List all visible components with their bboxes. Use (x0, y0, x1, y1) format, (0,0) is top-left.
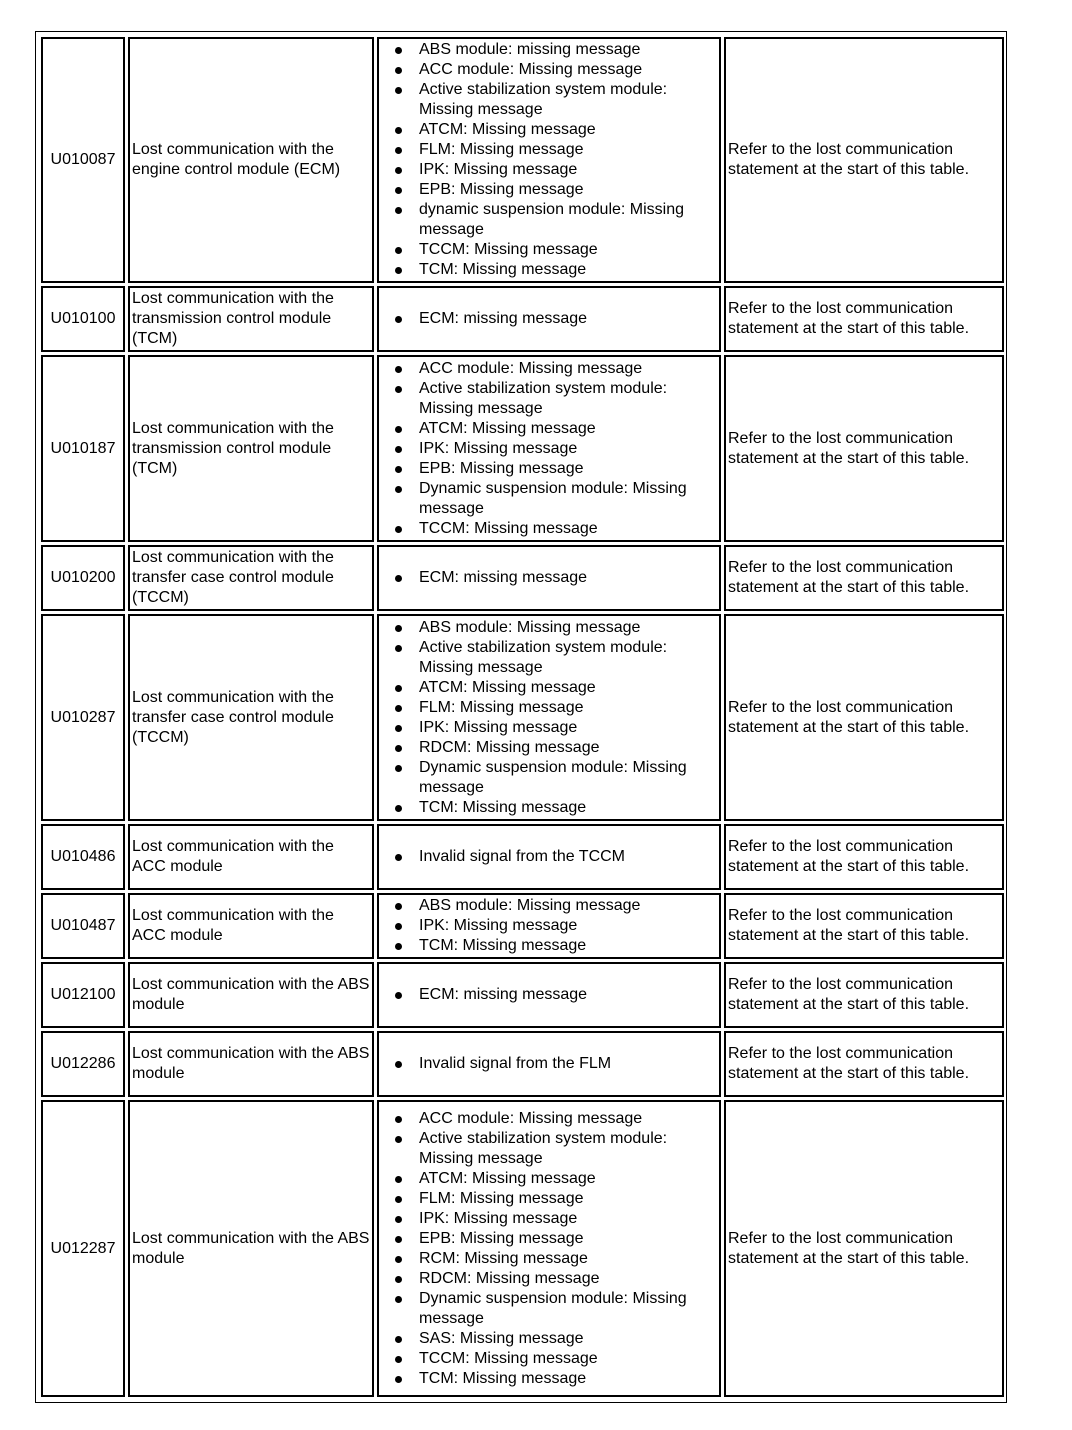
cause-list (381, 618, 717, 818)
cause-item: dynamic suspension module: Missing message (419, 200, 717, 240)
table-row (41, 893, 1004, 959)
cause-list (381, 309, 717, 329)
cause-item: ATCM: Missing message (419, 419, 717, 439)
dtc-action: Refer to the lost communication statement at the start of this table. (724, 286, 1004, 352)
dtc-code: U012287 (41, 1100, 125, 1397)
cause-item: IPK: Missing message (419, 439, 717, 459)
dtc-code: U010100 (41, 286, 125, 352)
cause-item: TCM: Missing message (419, 936, 717, 956)
table-row (41, 545, 1004, 611)
cause-item: ABS module: Missing message (419, 618, 717, 638)
table-row (41, 1031, 1004, 1097)
dtc-code: U010187 (41, 355, 125, 542)
dtc-action: Refer to the lost communication statement at the start of this table. (724, 824, 1004, 890)
dtc-code: U010487 (41, 893, 125, 959)
cause-item: ECM: missing message (419, 568, 717, 588)
cause-item: ATCM: Missing message (419, 678, 717, 698)
dtc-description: Lost communication with the transfer case control module (TCCM) (128, 545, 374, 611)
cause-item: TCCM: Missing message (419, 240, 717, 260)
cause-item: TCCM: Missing message (419, 519, 717, 539)
cause-item: ECM: missing message (419, 985, 717, 1005)
dtc-action: Refer to the lost communication statement at the start of this table. (724, 1100, 1004, 1397)
cause-item: EPB: Missing message (419, 459, 717, 479)
table-row (41, 355, 1004, 542)
dtc-table-body (41, 37, 1004, 1397)
table-row (41, 37, 1004, 283)
dtc-description: Lost communication with the ACC module (128, 893, 374, 959)
dtc-description: Lost communication with the transfer case control module (TCCM) (128, 614, 374, 821)
dtc-causes (377, 824, 721, 890)
cause-item: TCCM: Missing message (419, 1349, 717, 1369)
dtc-description: Lost communication with the ABS module (128, 962, 374, 1028)
dtc-causes (377, 1031, 721, 1097)
cause-item: EPB: Missing message (419, 180, 717, 200)
cause-item: ATCM: Missing message (419, 120, 717, 140)
dtc-action: Refer to the lost communication statement at the start of this table. (724, 893, 1004, 959)
cause-list (381, 359, 717, 539)
cause-item: Invalid signal from the TCCM (419, 847, 717, 867)
cause-item: IPK: Missing message (419, 916, 717, 936)
cause-item: TCM: Missing message (419, 1369, 717, 1389)
dtc-code: U010200 (41, 545, 125, 611)
dtc-code: U012286 (41, 1031, 125, 1097)
cause-item: Active stabilization system module: Missing message (419, 80, 717, 120)
cause-item: Dynamic suspension module: Missing message (419, 1289, 717, 1329)
dtc-action: Refer to the lost communication statement at the start of this table. (724, 1031, 1004, 1097)
cause-item: SAS: Missing message (419, 1329, 717, 1349)
cause-item: RCM: Missing message (419, 1249, 717, 1269)
cause-item: TCM: Missing message (419, 260, 717, 280)
dtc-action: Refer to the lost communication statement at the start of this table. (724, 614, 1004, 821)
dtc-code: U012100 (41, 962, 125, 1028)
dtc-causes (377, 37, 721, 283)
dtc-action: Refer to the lost communication statement at the start of this table. (724, 545, 1004, 611)
table-row (41, 1100, 1004, 1397)
cause-item: ABS module: Missing message (419, 896, 717, 916)
cause-item: FLM: Missing message (419, 140, 717, 160)
dtc-causes (377, 1100, 721, 1397)
cause-item: FLM: Missing message (419, 1189, 717, 1209)
dtc-causes (377, 893, 721, 959)
cause-item: ACC module: Missing message (419, 359, 717, 379)
cause-item: ABS module: missing message (419, 40, 717, 60)
dtc-action: Refer to the lost communication statement at the start of this table. (724, 962, 1004, 1028)
dtc-description: Lost communication with the transmission control module (TCM) (128, 355, 374, 542)
table-row (41, 824, 1004, 890)
cause-item: RDCM: Missing message (419, 738, 717, 758)
dtc-description: Lost communication with the ACC module (128, 824, 374, 890)
dtc-description: Lost communication with the ABS module (128, 1031, 374, 1097)
dtc-code: U010287 (41, 614, 125, 821)
cause-item: ACC module: Missing message (419, 1109, 717, 1129)
dtc-description: Lost communication with the engine control module (ECM) (128, 37, 374, 283)
cause-list (381, 985, 717, 1005)
cause-item: Active stabilization system module: Missing message (419, 638, 717, 678)
dtc-action: Refer to the lost communication statement at the start of this table. (724, 37, 1004, 283)
dtc-code: U010486 (41, 824, 125, 890)
cause-list (381, 1054, 717, 1074)
table-row (41, 286, 1004, 352)
cause-item: ACC module: Missing message (419, 60, 717, 80)
dtc-action: Refer to the lost communication statement at the start of this table. (724, 355, 1004, 542)
cause-list (381, 40, 717, 280)
cause-item: Dynamic suspension module: Missing message (419, 479, 717, 519)
cause-item: IPK: Missing message (419, 160, 717, 180)
dtc-table (38, 34, 1007, 1400)
cause-list (381, 1109, 717, 1389)
dtc-causes (377, 286, 721, 352)
dtc-description: Lost communication with the transmission control module (TCM) (128, 286, 374, 352)
cause-list (381, 568, 717, 588)
table-row (41, 962, 1004, 1028)
cause-list (381, 896, 717, 956)
cause-item: ECM: missing message (419, 309, 717, 329)
cause-item: Active stabilization system module: Missing message (419, 379, 717, 419)
dtc-code: U010087 (41, 37, 125, 283)
cause-item: Invalid signal from the FLM (419, 1054, 717, 1074)
cause-list (381, 847, 717, 867)
dtc-causes (377, 962, 721, 1028)
dtc-causes (377, 355, 721, 542)
cause-item: EPB: Missing message (419, 1229, 717, 1249)
cause-item: FLM: Missing message (419, 698, 717, 718)
dtc-description: Lost communication with the ABS module (128, 1100, 374, 1397)
cause-item: ATCM: Missing message (419, 1169, 717, 1189)
cause-item: IPK: Missing message (419, 718, 717, 738)
cause-item: IPK: Missing message (419, 1209, 717, 1229)
cause-item: Dynamic suspension module: Missing message (419, 758, 717, 798)
table-row (41, 614, 1004, 821)
dtc-causes (377, 614, 721, 821)
dtc-causes (377, 545, 721, 611)
cause-item: RDCM: Missing message (419, 1269, 717, 1289)
cause-item: TCM: Missing message (419, 798, 717, 818)
cause-item: Active stabilization system module: Missing message (419, 1129, 717, 1169)
